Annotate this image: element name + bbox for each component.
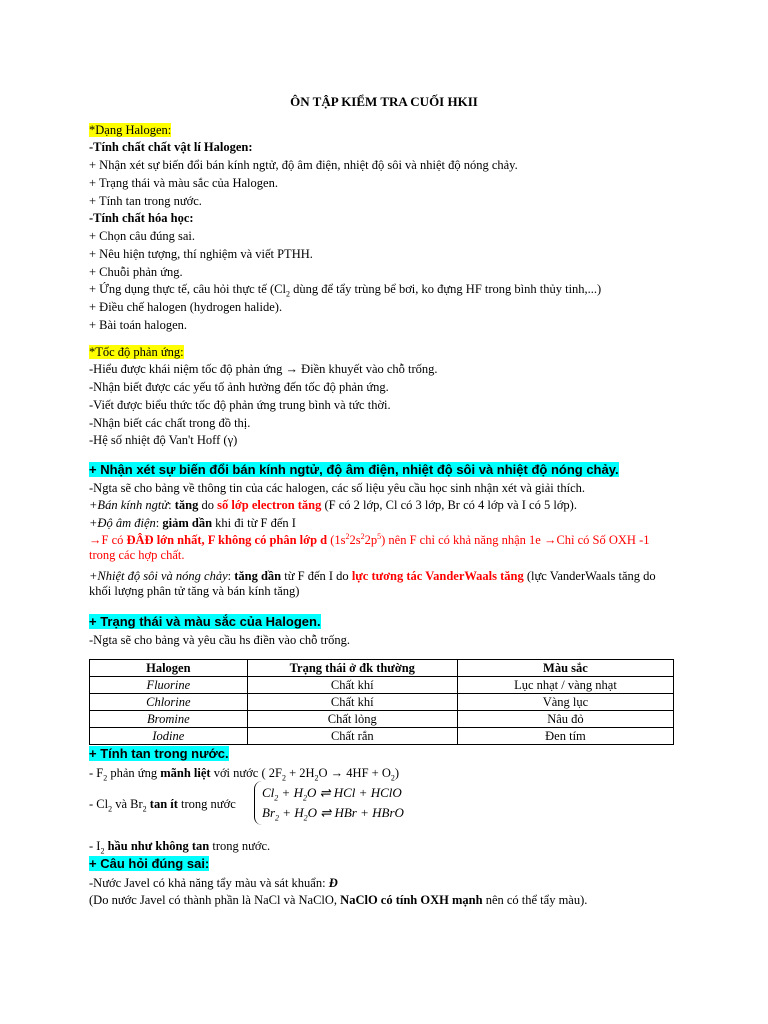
table-header-row: [90, 660, 674, 677]
cl-br-line: - $Cl_2$ và $Br_2$ tan ít trong nước: [89, 797, 236, 814]
trend-heading: + Nhận xét sự biến đổi bán kính ngtử, độ âm điện, nhiệt độ sôi và nhiệt độ nóng chảy.: [89, 462, 619, 477]
table-cell: Bromine: [90, 711, 248, 728]
physical-item: + Tính tan trong nước.: [89, 194, 202, 208]
physical-title: -Tính chất chất vật lí Halogen:: [89, 140, 253, 154]
physical-item: + Nhận xét sự biến đổi bán kính ngtử, độ âm điện, nhiệt độ sôi và nhiệt độ nóng chảy.: [89, 158, 518, 172]
chemical-item: + Chọn câu đúng sai.: [89, 229, 195, 243]
electronegativity-line: +Độ âm điện: giảm dần khi đi từ F đến I: [89, 516, 296, 530]
state-heading: + Trạng thái và màu sắc của Halogen.: [89, 614, 321, 629]
i2-line: - $I_2$ hầu như không tan trong nước.: [89, 839, 271, 856]
table-row: [90, 728, 674, 745]
halogen-table: [89, 659, 674, 745]
chemical-item: + Nêu hiện tượng, thí nghiệm và viết PTHH.: [89, 247, 313, 261]
chemical-item: + Bài toán halogen.: [89, 318, 187, 332]
table-header: Trạng thái ở đk thường: [247, 660, 457, 677]
physical-item: + Trạng thái và màu sắc của Halogen.: [89, 176, 278, 190]
table-row: [90, 677, 674, 694]
table-cell: Chất lỏng: [247, 711, 457, 728]
table-cell: Chất khí: [247, 694, 457, 711]
state-intro: -Ngta sẽ cho bảng và yêu cầu hs điền vào chỗ trống.: [89, 633, 351, 647]
boiling-line: +Nhiệt độ sôi và nóng chảy: tăng dần từ F đến I do lực tương tác VanderWaals tăng (lực VanderWaals tăng do khối lượng phân tử tăng và bán kính tăng): [89, 569, 656, 598]
table-cell: Nâu đỏ: [457, 711, 673, 728]
rate-item: -Hiểu được khái niệm tốc độ phản ứng → Điền khuyết vào chỗ trống.: [89, 362, 438, 376]
f2-line: - $F_2$ phản ứng mãnh liệt với nước ( $2F_2 + 2H_2O \to 4HF + O_2$): [89, 766, 400, 783]
page-title: ÔN TẬP KIỂM TRA CUỐI HKII: [290, 94, 478, 109]
rate-item: -Nhận biết được các yếu tố ảnh hưởng đến tốc độ phản ứng.: [89, 380, 389, 394]
equation-cl2: $Cl_2 + H_2O$ ⇌ HCl + HClO: [262, 785, 402, 803]
table-cell: Vàng lục: [457, 694, 673, 711]
table-row: [90, 694, 674, 711]
chemical-item: + Ứng dụng thực tế, câu hỏi thực tế ($Cl_2$ dùng để tẩy trùng bể bơi, ko đựng HF trong bình thủy tinh,...): [89, 282, 602, 299]
truefalse-heading: + Câu hỏi đúng sai:: [89, 856, 210, 871]
answer-line: (Do nước Javel có thành phần là NaCl và NaClO, NaClO có tính OXH mạnh nên có thể tẩy màu).: [89, 893, 588, 907]
rate-heading: *Tốc độ phản ứng:: [89, 345, 184, 359]
halogen-heading: *Dạng Halogen:: [89, 123, 172, 137]
table-cell: Chất khí: [247, 677, 457, 694]
table-cell: Iodine: [90, 728, 248, 745]
chemical-item: + Chuỗi phản ứng.: [89, 265, 183, 279]
solubility-heading: + Tính tan trong nước.: [89, 746, 229, 761]
chemical-item: + Điều chế halogen (hydrogen halide).: [89, 300, 283, 314]
question-line: -Nước Javel có khả năng tẩy màu và sát khuẩn: Đ: [89, 876, 338, 890]
radius-line: +Bán kính ngtử: tăng do số lớp electron tăng (F có 2 lớp, Cl có 3 lớp, Br có 4 lớp và I có 5 lớp).: [89, 498, 577, 512]
table-cell: Fluorine: [90, 677, 248, 694]
table-header: Màu sắc: [457, 660, 673, 677]
equation-br2: $Br_2 + H_2O$ ⇌ HBr + HBrO: [262, 805, 404, 823]
table-row: [90, 711, 674, 728]
table-header: Halogen: [90, 660, 248, 677]
table-cell: Chất rắn: [247, 728, 457, 745]
table-cell: Đen tím: [457, 728, 673, 745]
rate-item: -Nhận biết các chất trong đồ thị.: [89, 416, 251, 430]
fluorine-note: →F có ĐÂĐ lớn nhất, F không có phân lớp d $(1s^22s^22p^5)$ nên F chỉ có khả năng nhận 1e →Chỉ có Số OXH -1 trong các hợp chất.: [89, 531, 650, 562]
rate-item: -Hệ số nhiệt độ Van't Hoff (γ): [89, 433, 238, 447]
table-cell: Chlorine: [90, 694, 248, 711]
trend-intro: -Ngta sẽ cho bảng về thông tin của các halogen, các số liệu yêu cầu học sinh nhận xét và giải thích.: [89, 481, 586, 495]
rate-item: -Viết được biểu thức tốc độ phản ứng trung bình và tức thời.: [89, 398, 391, 412]
chemical-title: -Tính chất hóa học:: [89, 211, 194, 225]
table-cell: Lục nhạt / vàng nhạt: [457, 677, 673, 694]
